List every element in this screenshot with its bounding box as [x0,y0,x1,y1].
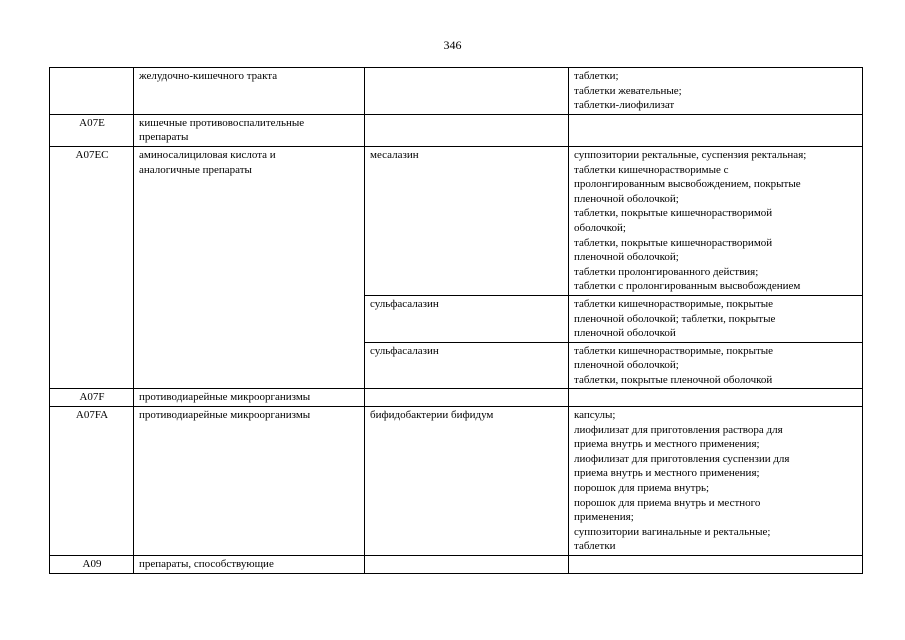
table-row [50,389,863,407]
dosage-forms-cell [569,389,863,407]
dosage-form-line: порошок для приема внутрь и местного [574,496,761,509]
group-text-line: противодиарейные микроорганизмы [139,409,311,422]
table-row [50,407,863,556]
dosage-form-line: таблетки, покрытые пленочной оболочкой [574,373,773,386]
atc-code-cell: A07F [50,389,134,407]
dosage-form-line: таблетки с пролонгированным высвобождением [574,280,801,293]
dosage-forms-cell [569,114,863,146]
group-text-line: противодиарейные микроорганизмы [139,391,311,404]
atc-code-cell: A07EC [50,146,134,389]
dosage-form-line: пленочной оболочкой; таблетки, покрытые [574,312,776,325]
drug-name-cell: бифидобактерии бифидум [365,407,569,556]
table-row [50,68,863,115]
dosage-form-line: приема внутрь и местного применения; [574,438,760,451]
drug-name-cell [365,114,569,146]
table-body [50,68,863,574]
dosage-form-line: пленочной оболочкой [574,327,676,340]
dosage-form-line: таблетки-лиофилизат [574,99,675,112]
dosage-form-line: пленочной оболочкой; [574,251,679,264]
atc-code-cell: A07FA [50,407,134,556]
dosage-form-line: таблетки кишечнорастворимые с [574,163,729,176]
atc-code-cell: A09 [50,556,134,574]
page-number: 346 [443,38,462,52]
drug-name-cell: сульфасалазин [365,342,569,389]
dosage-form-line: приема внутрь и местного применения; [574,467,760,480]
atc-code-cell [50,68,134,115]
dosage-forms-cell [569,342,863,389]
table-row [50,146,863,295]
dosage-forms-cell [569,295,863,342]
dosage-form-line: таблетки кишечнорастворимые, покрытые [574,344,774,357]
drug-name-cell: сульфасалазин [365,295,569,342]
drug-name-cell: месалазин [365,146,569,295]
group-text-line: препараты, способствующие [139,558,274,570]
anatomical-group-cell [134,146,365,389]
drug-name-cell [365,68,569,115]
group-text-line: кишечные противовоспалительные [139,116,305,129]
drug-name-cell [365,556,569,574]
anatomical-group-cell [134,389,365,407]
dosage-form-line: таблетки жевательные; [574,84,682,97]
dosage-form-line: порошок для приема внутрь; [574,482,710,495]
dosage-form-line: таблетки [574,540,616,553]
dosage-form-line: таблетки, покрытые кишечнорастворимой [574,207,773,220]
dosage-form-line: капсулы; [574,409,616,422]
dosage-form-line: лиофилизат для приготовления суспензии для [574,452,790,465]
dosage-form-line: суппозитории вагинальные и ректальные; [574,525,771,538]
group-text-line: желудочно-кишечного тракта [139,70,278,82]
dosage-form-line: лиофилизат для приготовления раствора для [574,423,783,436]
dosage-form-line: таблетки; [574,70,619,82]
drug-name-cell [365,389,569,407]
group-text-line: аминосалициловая кислота и [139,148,276,161]
group-text-line: препараты [139,131,189,144]
dosage-form-line: суппозитории ректальные, суспензия ректальная; [574,148,807,161]
dosage-forms-cell [569,407,863,556]
dosage-form-line: пленочной оболочкой; [574,192,679,205]
dosage-forms-cell [569,68,863,115]
dosage-form-line: таблетки, покрытые кишечнорастворимой [574,236,773,249]
table-row [50,114,863,146]
dosage-form-line: таблетки пролонгированного действия; [574,265,759,278]
anatomical-group-cell [134,556,365,574]
anatomical-group-cell [134,68,365,115]
dosage-form-line: применения; [574,511,634,524]
dosage-form-line: оболочкой; [574,221,626,234]
anatomical-group-cell [134,407,365,556]
anatomical-group-cell [134,114,365,146]
atc-code-cell: A07E [50,114,134,146]
dosage-form-line: пролонгированным высвобождением, покрытые [574,178,801,191]
dosage-form-line: таблетки кишечнорастворимые, покрытые [574,297,774,310]
table-row [50,556,863,574]
dosage-form-line: пленочной оболочкой; [574,359,679,372]
dosage-forms-cell [569,146,863,295]
dosage-forms-cell [569,556,863,574]
group-text-line: аналогичные препараты [139,163,252,176]
drug-table [49,67,863,574]
